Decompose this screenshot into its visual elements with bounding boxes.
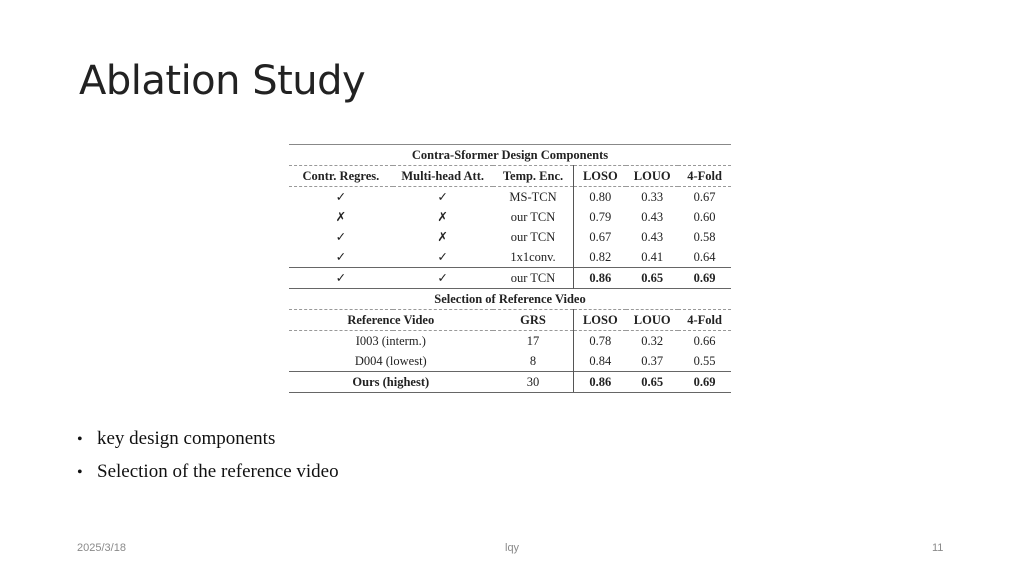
slide-title: Ablation Study	[79, 58, 366, 104]
loso-cell: 0.67	[574, 227, 626, 247]
fold-cell: 0.55	[693, 353, 716, 368]
table-row	[289, 331, 731, 352]
loso-cell: 0.86	[574, 372, 626, 393]
col-contr-regres: Contr. Regres.	[289, 166, 393, 187]
footer-date: 2025/3/18	[77, 542, 126, 554]
bullet-list	[77, 428, 339, 494]
table-row	[289, 207, 731, 227]
loso-cell: 0.84	[574, 351, 626, 372]
design-section-title: Contra-Sformer Design Components	[289, 145, 731, 166]
bullet-icon: •	[77, 431, 83, 448]
col-louo: LOUO	[626, 166, 678, 187]
contr-regres-cell: ✓	[335, 230, 347, 244]
louo-cell: 0.65	[626, 372, 678, 393]
reference-video-cell: Ours (highest)	[289, 372, 493, 393]
reference-section-title: Selection of Reference Video	[289, 289, 731, 310]
fold-cell: 0.69	[678, 372, 731, 393]
reference-column-headers	[289, 310, 731, 331]
grs-cell: 17	[493, 331, 574, 352]
design-column-headers	[289, 166, 731, 187]
louo-cell: 0.41	[641, 249, 664, 264]
louo-cell: 0.32	[626, 331, 678, 352]
design-section-header	[289, 145, 731, 166]
fold-cell: 0.67	[678, 187, 731, 208]
col-4fold: 4-Fold	[678, 310, 731, 331]
col-louo: LOUO	[626, 310, 678, 331]
grs-cell: 8	[529, 353, 537, 368]
col-temp-enc: Temp. Enc.	[493, 166, 574, 187]
table-row	[289, 227, 731, 247]
fold-cell: 0.58	[693, 229, 716, 244]
loso-cell: 0.78	[574, 331, 626, 352]
louo-cell: 0.43	[641, 209, 664, 224]
col-loso: LOSO	[574, 310, 626, 331]
multi-head-att-cell: ✗	[437, 210, 448, 224]
bullet-text: key design components	[97, 428, 276, 449]
page-number: 11	[932, 542, 944, 554]
contr-regres-cell: ✓	[289, 268, 393, 289]
temp-enc-cell: 1x1conv.	[510, 249, 556, 264]
ablation-table	[289, 144, 731, 393]
col-loso: LOSO	[574, 166, 626, 187]
loso-cell: 0.80	[574, 187, 626, 208]
multi-head-att-cell: ✓	[393, 268, 493, 289]
col-grs: GRS	[493, 310, 574, 331]
table-row	[289, 372, 731, 393]
table-row	[289, 351, 731, 372]
louo-cell: 0.33	[626, 187, 678, 208]
loso-cell: 0.86	[574, 268, 626, 289]
col-multi-head-att: Multi-head Att.	[393, 166, 493, 187]
contr-regres-cell: ✓	[289, 187, 393, 208]
temp-enc-cell: our TCN	[510, 209, 556, 224]
footer-author: lqy	[505, 542, 520, 554]
fold-cell: 0.64	[693, 249, 716, 264]
reference-video-cell: D004 (lowest)	[354, 353, 427, 368]
bullet-icon: •	[77, 464, 83, 481]
louo-cell: 0.65	[626, 268, 678, 289]
bullet-text: Selection of the reference video	[97, 461, 339, 482]
temp-enc-cell: MS-TCN	[493, 187, 574, 208]
col-reference-video: Reference Video	[289, 310, 493, 331]
temp-enc-cell: our TCN	[493, 268, 574, 289]
multi-head-att-cell: ✓	[437, 250, 448, 264]
fold-cell: 0.69	[678, 268, 731, 289]
reference-video-cell: I003 (interm.)	[289, 331, 493, 352]
table-row	[289, 268, 731, 289]
contr-regres-cell: ✗	[335, 210, 347, 224]
loso-cell: 0.82	[574, 247, 626, 268]
fold-cell: 0.60	[693, 209, 716, 224]
louo-cell: 0.37	[641, 353, 664, 368]
list-item	[77, 461, 339, 494]
multi-head-att-cell: ✗	[437, 230, 448, 244]
fold-cell: 0.66	[678, 331, 731, 352]
grs-cell: 30	[493, 372, 574, 393]
loso-cell: 0.79	[574, 207, 626, 227]
table-row	[289, 187, 731, 208]
louo-cell: 0.43	[641, 229, 664, 244]
table-row	[289, 247, 731, 268]
list-item	[77, 428, 339, 461]
col-4fold: 4-Fold	[678, 166, 731, 187]
reference-section-header	[289, 289, 731, 310]
temp-enc-cell: our TCN	[510, 229, 556, 244]
contr-regres-cell: ✓	[335, 250, 347, 264]
multi-head-att-cell: ✓	[393, 187, 493, 208]
